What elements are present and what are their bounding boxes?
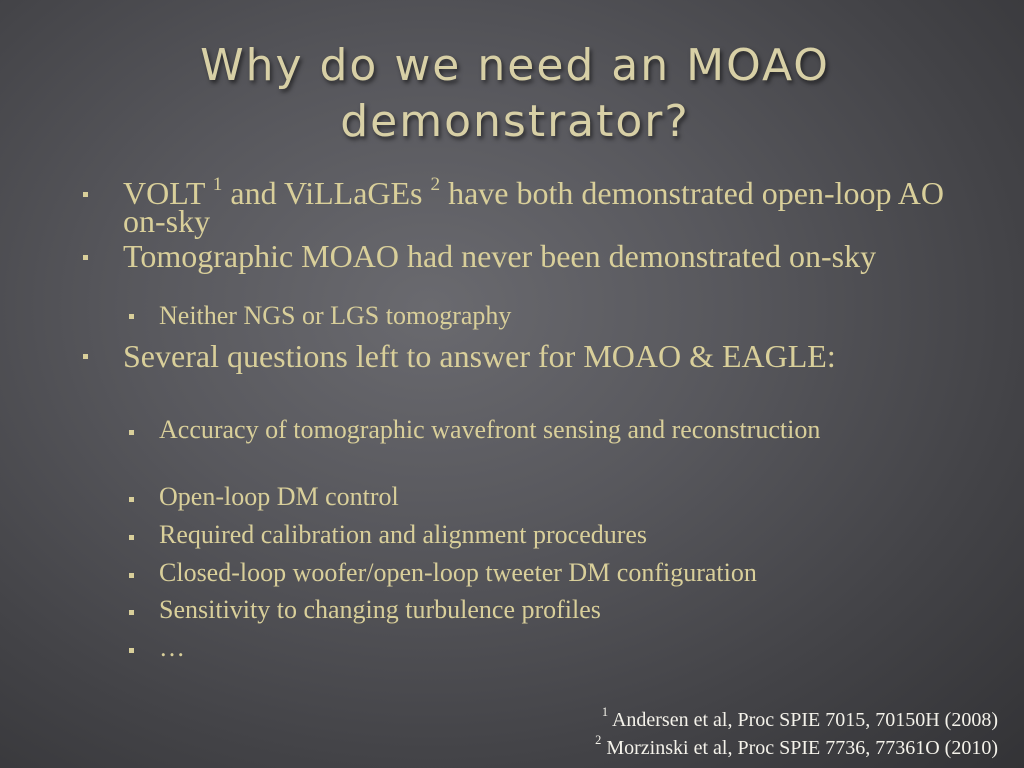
bullet-several-questions: Several questions left to answer for MOAO & EAGLE:: [123, 338, 836, 374]
sub-bullet-item: Open-loop DM control: [159, 482, 399, 511]
footnote-text: Andersen et al, Proc SPIE 7015, 70150H (2008): [608, 709, 998, 731]
sub-bullet-marker: [129, 573, 134, 578]
bullet-text: have both demonstrated open-loop AO on-sky: [123, 175, 944, 239]
sub-bullet-item: Accuracy of tomographic wavefront sensing and reconstruction: [159, 415, 821, 444]
bullet-marker: [83, 192, 88, 197]
sub-bullet-item: Closed-loop woofer/open-loop tweeter DM configuration: [159, 558, 757, 587]
footnote-text: Morzinski et al, Proc SPIE 7736, 77361O (2010): [601, 737, 998, 759]
footnotes: [595, 706, 998, 762]
sub-bullet-marker: [129, 610, 134, 615]
footnote-mark: 1: [601, 705, 609, 720]
footnote-ref: 1: [212, 174, 223, 196]
bullet-text: and ViLLaGEs: [222, 175, 431, 211]
sub-bullet-marker: [129, 314, 134, 319]
bullet-tomographic-moao: Tomographic MOAO had never been demonstrated on-sky: [123, 238, 877, 274]
sub-bullet-item: Sensitivity to changing turbulence profiles: [159, 595, 601, 624]
bullet-marker: [83, 255, 88, 260]
slide-title: Why do we need an MOAO demonstrator?: [200, 40, 830, 147]
sub-bullet-marker: [129, 430, 134, 435]
bullet-volt-villages: [123, 174, 953, 239]
footnote-mark: 2: [595, 733, 602, 748]
sub-bullet-marker: [129, 497, 134, 502]
footnote-andersen: [595, 706, 998, 734]
footnote-morzinski: [595, 734, 998, 762]
sub-bullet-item: Required calibration and alignment procedures: [159, 520, 648, 549]
sub-bullet-marker: [129, 648, 134, 653]
footnote-ref: 2: [430, 174, 441, 196]
sub-bullet-item: …: [159, 633, 185, 662]
sub-bullet-marker: [129, 535, 134, 540]
bullet-marker: [83, 354, 88, 359]
bullet-text: VOLT: [123, 175, 213, 211]
sub-bullet-ngs-lgs: Neither NGS or LGS tomography: [159, 301, 512, 330]
